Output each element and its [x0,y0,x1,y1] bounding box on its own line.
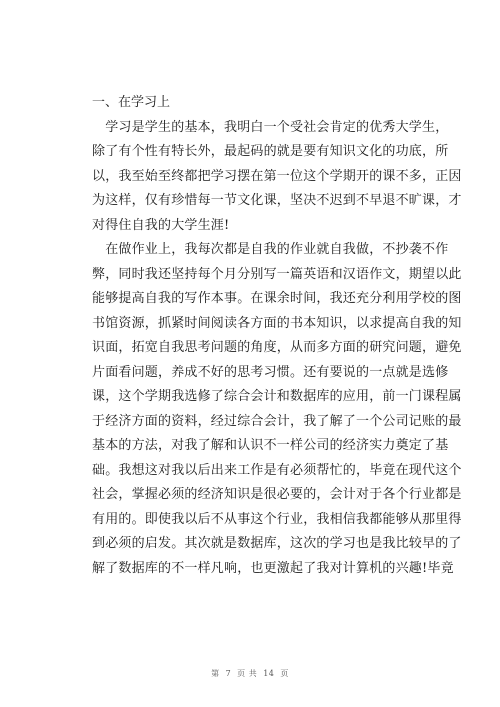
paragraph-line: 学习是学生的基本，我明白一个受社会肯定的优秀大学生， [92,119,449,135]
page-footer [0,668,500,679]
footer-middle: 页 共 [237,669,258,678]
paragraph-line: 于经济方面的资料，经过综合会计，我了解了一个公司记账的最 [92,413,462,429]
document-body [92,91,462,581]
paragraph-line: 到必须的启发。其次就是数据库，这次的学习也是我比较早的了 [92,536,462,551]
paragraph-line: 在做作业上，我每次都是自我的作业就自我做，不抄袭不作 [92,242,449,257]
paragraph-line: 社会，掌握必须的经济知识是很必要的，会计对于各个行业都是 [92,487,462,502]
paragraph-line: 基本的方法，对我了解和认识不一样公司的经济实力奠定了基 [92,438,449,453]
page-number: 7 [225,669,232,678]
paragraph-2 [92,238,462,581]
paragraph-line: 以，我至始至终都把学习摆在第一位这个学期开的课不多，正因 [92,168,462,184]
paragraph-line: 片面看问题，养成不好的思考习惯。还有要说的一点就是选修 [92,364,449,380]
total-pages: 14 [263,669,275,678]
paragraph-line: 识面，拓宽自我思考问题的角度，从而多方面的研究问题，避免 [92,340,462,355]
paragraph-line: 除了有个性有特长外，最起码的就是要有知识文化的功底，所 [92,144,449,159]
paragraph-1 [92,116,462,239]
section-heading: 一、在学习上 [92,95,171,110]
paragraph-line: 础。我想这对我以后出来工作是有必须帮忙的，毕竟在现代这个 [92,462,462,478]
footer-suffix: 页 [280,669,289,678]
paragraph-line: 能够提高自我的写作本事。在课余时间，我还充分利用学校的图 [92,291,462,306]
paragraph-line: 有用的。即使我以后不从事这个行业，我相信我都能够从那里得 [92,511,462,527]
paragraph-line: 为这样，仅有珍惜每一节文化课，坚决不迟到不早退不旷课，才 [92,193,462,208]
paragraph-line: 课，这个学期我选修了综合会计和数据库的应用，前一门课程属 [92,389,462,404]
paragraph-line: 对得住自我的大学生涯! [92,217,230,233]
paragraph-line: 书馆资源，抓紧时间阅读各方面的书本知识，以求提高自我的知 [92,315,462,331]
footer-prefix: 第 [211,669,220,678]
paragraph-line: 解了数据库的不一样凡响，也更激起了我对计算机的兴趣!毕竟 [92,560,454,576]
paragraph-line: 弊，同时我还坚持每个月分别写一篇英语和汉语作文，期望以此 [92,266,462,282]
